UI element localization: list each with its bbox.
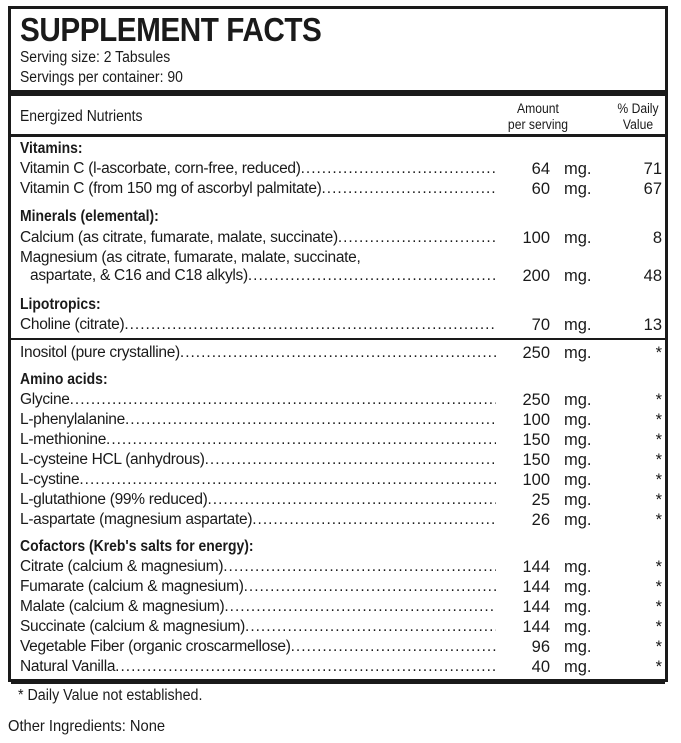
nutrient-dv: 48 xyxy=(643,267,662,285)
nutrient-dv: * xyxy=(655,451,662,469)
nutrient-name-line1: Magnesium (as citrate, fumarate, malate, succinate, xyxy=(20,249,361,266)
nutrient-row xyxy=(20,470,668,490)
nutrient-name: Succinate (calcium & magnesium) ..... xyxy=(20,617,512,637)
nutrient-unit: mg. xyxy=(564,160,592,178)
nutrient-name: Vitamin C (l-ascorbate, corn-free, reduced) ..... xyxy=(20,159,512,179)
nutrient-row xyxy=(20,577,668,597)
nutrient-amount: 100 xyxy=(496,228,550,248)
nutrient-unit: mg. xyxy=(564,229,592,247)
section-amino-acids: Amino acids: xyxy=(20,371,108,388)
header-dv-line1: % Daily xyxy=(617,101,659,116)
serving-size: Serving size: 2 Tabsules xyxy=(20,49,171,66)
section-minerals: Minerals (elemental): xyxy=(20,208,159,225)
nutrient-row xyxy=(20,248,668,286)
nutrient-row xyxy=(20,228,668,248)
nutrient-unit: mg. xyxy=(564,598,592,616)
nutrient-dv: 8 xyxy=(652,229,662,247)
nutrient-unit: mg. xyxy=(564,411,592,429)
nutrient-dv: * xyxy=(655,658,662,676)
nutrient-name: Natural Vanilla ..... xyxy=(20,657,512,677)
nutrient-dv: * xyxy=(655,511,662,529)
nutrient-unit: mg. xyxy=(564,491,592,509)
nutrient-unit: mg. xyxy=(564,578,592,596)
section-lipotropics: Lipotropics: xyxy=(20,296,101,313)
section-cofactors: Cofactors (Kreb's salts for energy): xyxy=(20,538,254,555)
nutrient-row xyxy=(20,179,668,199)
nutrient-amount: 250 xyxy=(496,343,550,363)
nutrient-amount: 100 xyxy=(496,470,550,490)
nutrient-amount: 200 xyxy=(496,266,550,286)
nutrient-dv: * xyxy=(655,391,662,409)
nutrient-row xyxy=(20,617,668,637)
nutrient-name: L-cystine ..... xyxy=(20,470,512,490)
nutrient-unit: mg. xyxy=(564,618,592,636)
thick-divider xyxy=(11,90,665,96)
nutrient-row xyxy=(20,343,668,363)
nutrient-name: L-cysteine HCL (anhydrous) ..... xyxy=(20,450,512,470)
nutrient-dv: * xyxy=(655,491,662,509)
nutrient-unit: mg. xyxy=(564,267,592,285)
nutrient-dv: * xyxy=(655,578,662,596)
nutrient-row xyxy=(20,430,668,450)
nutrient-dv: 13 xyxy=(643,316,662,334)
nutrient-unit: mg. xyxy=(564,638,592,656)
nutrient-name: L-phenylalanine ..... xyxy=(20,410,512,430)
nutrient-amount: 25 xyxy=(496,490,550,510)
nutrient-row xyxy=(20,597,668,617)
nutrient-unit: mg. xyxy=(564,451,592,469)
nutrient-amount: 96 xyxy=(496,637,550,657)
header-divider xyxy=(11,134,665,137)
nutrient-name: Fumarate (calcium & magnesium) ..... xyxy=(20,577,512,597)
nutrient-name: L-methionine ..... xyxy=(20,430,512,450)
nutrient-row xyxy=(20,159,668,179)
nutrient-unit: mg. xyxy=(564,316,592,334)
nutrient-dv: * xyxy=(655,411,662,429)
panel-title: SUPPLEMENT FACTS xyxy=(20,11,322,48)
header-amount-line1: Amount xyxy=(517,101,559,116)
nutrient-name: Vegetable Fiber (organic croscarmellose) ..... xyxy=(20,637,512,657)
nutrient-dv: * xyxy=(655,638,662,656)
nutrient-dv: * xyxy=(655,598,662,616)
row-divider xyxy=(11,338,665,340)
nutrient-amount: 100 xyxy=(496,410,550,430)
header-amount xyxy=(501,101,575,133)
nutrient-name: Glycine ..... xyxy=(20,390,512,410)
nutrient-dv: 67 xyxy=(643,180,662,198)
supplement-facts-panel xyxy=(8,6,668,682)
nutrient-name: Citrate (calcium & magnesium) ..... xyxy=(20,557,512,577)
header-dv-line2: Value xyxy=(622,117,654,132)
nutrient-unit: mg. xyxy=(564,180,592,198)
nutrient-name: Calcium (as citrate, fumarate, malate, succinate) ..... xyxy=(20,228,512,248)
nutrient-unit: mg. xyxy=(564,344,592,362)
header-daily-value xyxy=(607,101,670,133)
nutrient-amount: 70 xyxy=(496,315,550,335)
nutrient-row xyxy=(20,390,668,410)
nutrient-unit: mg. xyxy=(564,471,592,489)
nutrient-name: aspartate, & C16 and C18 alkyls) ..... xyxy=(20,266,522,286)
nutrient-name: Malate (calcium & magnesium) ..... xyxy=(20,597,512,617)
nutrient-row xyxy=(20,557,668,577)
nutrient-dv: * xyxy=(655,558,662,576)
nutrient-dv: 71 xyxy=(643,160,662,178)
nutrient-name: Inositol (pure crystalline) ..... xyxy=(20,343,512,363)
nutrient-amount: 144 xyxy=(496,597,550,617)
nutrient-amount: 60 xyxy=(496,179,550,199)
nutrient-row xyxy=(20,490,668,510)
nutrient-name: Choline (citrate) ..... xyxy=(20,315,512,335)
nutrient-dv: * xyxy=(655,431,662,449)
servings-per-container: Servings per container: 90 xyxy=(20,69,183,86)
nutrient-row xyxy=(20,315,668,335)
nutrient-unit: mg. xyxy=(564,658,592,676)
nutrient-row xyxy=(20,637,668,657)
nutrient-unit: mg. xyxy=(564,391,592,409)
section-vitamins: Vitamins: xyxy=(20,140,83,157)
nutrient-dv: * xyxy=(655,344,662,362)
nutrient-unit: mg. xyxy=(564,558,592,576)
daily-value-footnote: * Daily Value not established. xyxy=(18,687,203,704)
footer-divider xyxy=(11,681,665,684)
nutrient-unit: mg. xyxy=(564,511,592,529)
nutrient-name: Vitamin C (from 150 mg of ascorbyl palmitate) ..... xyxy=(20,179,512,199)
nutrient-amount: 250 xyxy=(496,390,550,410)
nutrient-dv: * xyxy=(655,471,662,489)
nutrient-row xyxy=(20,410,668,430)
nutrient-amount: 150 xyxy=(496,450,550,470)
nutrient-amount: 144 xyxy=(496,557,550,577)
nutrient-amount: 150 xyxy=(496,430,550,450)
nutrient-amount: 144 xyxy=(496,577,550,597)
nutrient-name: L-aspartate (magnesium aspartate) ..... xyxy=(20,510,512,530)
nutrient-row xyxy=(20,510,668,530)
nutrient-unit: mg. xyxy=(564,431,592,449)
nutrient-amount: 64 xyxy=(496,159,550,179)
nutrient-amount: 26 xyxy=(496,510,550,530)
nutrient-name: L-glutathione (99% reduced) ..... xyxy=(20,490,512,510)
nutrient-amount: 144 xyxy=(496,617,550,637)
nutrient-amount: 40 xyxy=(496,657,550,677)
nutrient-row xyxy=(20,657,668,677)
nutrient-row xyxy=(20,450,668,470)
header-nutrients-label: Energized Nutrients xyxy=(20,108,143,125)
header-amount-line2: per serving xyxy=(507,117,569,132)
nutrient-dv: * xyxy=(655,618,662,636)
other-ingredients: Other Ingredients: None xyxy=(8,718,166,735)
